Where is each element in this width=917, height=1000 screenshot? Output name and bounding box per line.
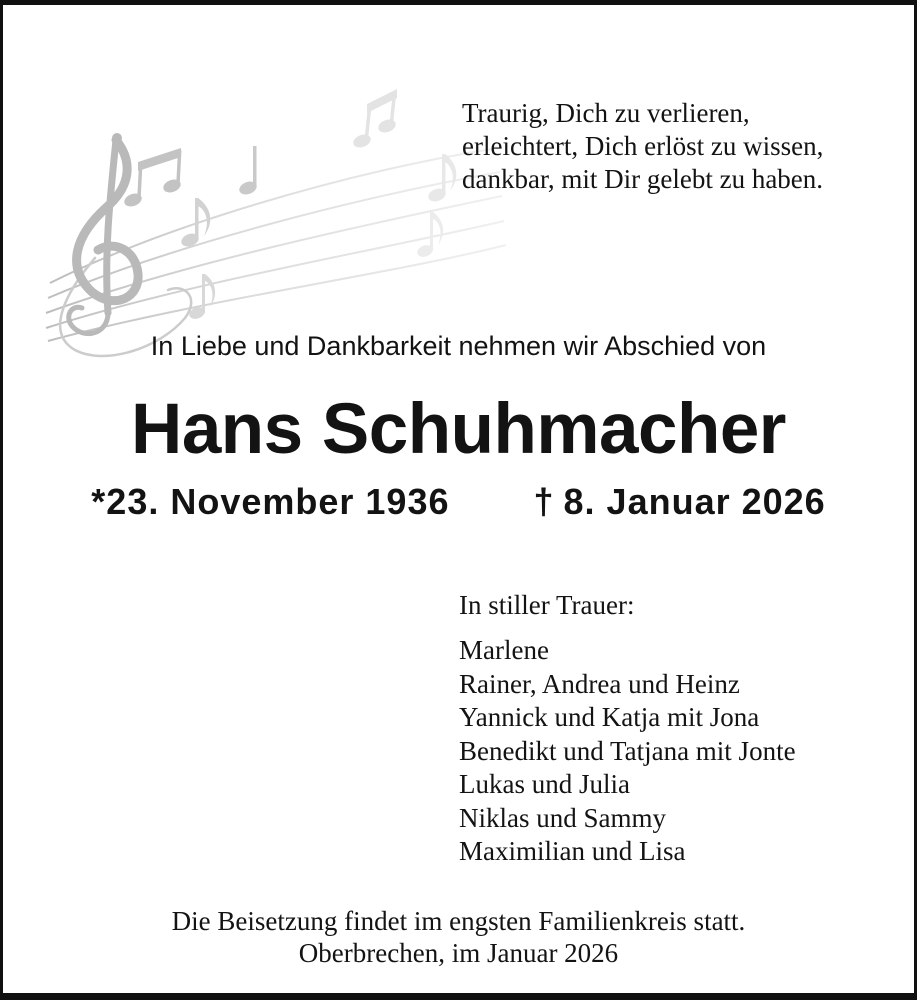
beamed-notes-icon — [351, 89, 397, 150]
deceased-name: Hans Schuhmacher — [131, 390, 786, 469]
mourner-name: Niklas und Sammy — [459, 802, 666, 833]
birth-date-text: 23. November 1936 — [106, 481, 450, 522]
verse-line: dankbar, mit Dir gelebt zu haben. — [462, 164, 824, 194]
eighth-note-icon — [188, 274, 216, 321]
mourner-name: Yannick und Katja mit Jona — [459, 702, 760, 732]
verse-line: Traurig, Dich zu verlieren, — [462, 98, 750, 128]
verse-line: erleichtert, Dich erlöst zu wissen, — [462, 131, 824, 161]
birth-date — [91, 480, 449, 523]
mourner-name: Benedikt und Tatjana mit Jonte — [459, 735, 796, 766]
place-date-line: Oberbrechen, im Januar 2026 — [298, 938, 619, 968]
death-cross-symbol: † — [533, 481, 555, 522]
eighth-note-icon — [426, 154, 456, 204]
birth-star-symbol: * — [91, 481, 107, 522]
music-notes-graphic — [20, 78, 520, 363]
funeral-notice-line: Die Beisetzung findet im engsten Familienkreis statt. — [171, 906, 746, 936]
life-dates — [3, 480, 914, 523]
death-date — [534, 480, 826, 523]
funeral-info — [3, 905, 914, 969]
mourning-heading: In stiller Trauer: — [459, 590, 635, 620]
memorial-verse — [462, 97, 823, 196]
mourning-section — [459, 589, 796, 869]
mourner-name: Marlene — [459, 635, 549, 665]
mourner-name: Maximilian und Lisa — [459, 836, 686, 866]
farewell-intro: In Liebe und Dankbarkeit nehmen wir Abschied von — [150, 331, 767, 361]
beamed-notes-icon — [122, 148, 182, 209]
mourner-name: Rainer, Andrea und Heinz — [459, 668, 740, 699]
mourner-name: Lukas und Julia — [459, 769, 630, 799]
death-date-text: 8. Januar 2026 — [563, 481, 826, 522]
quarter-note-icon — [237, 146, 258, 197]
